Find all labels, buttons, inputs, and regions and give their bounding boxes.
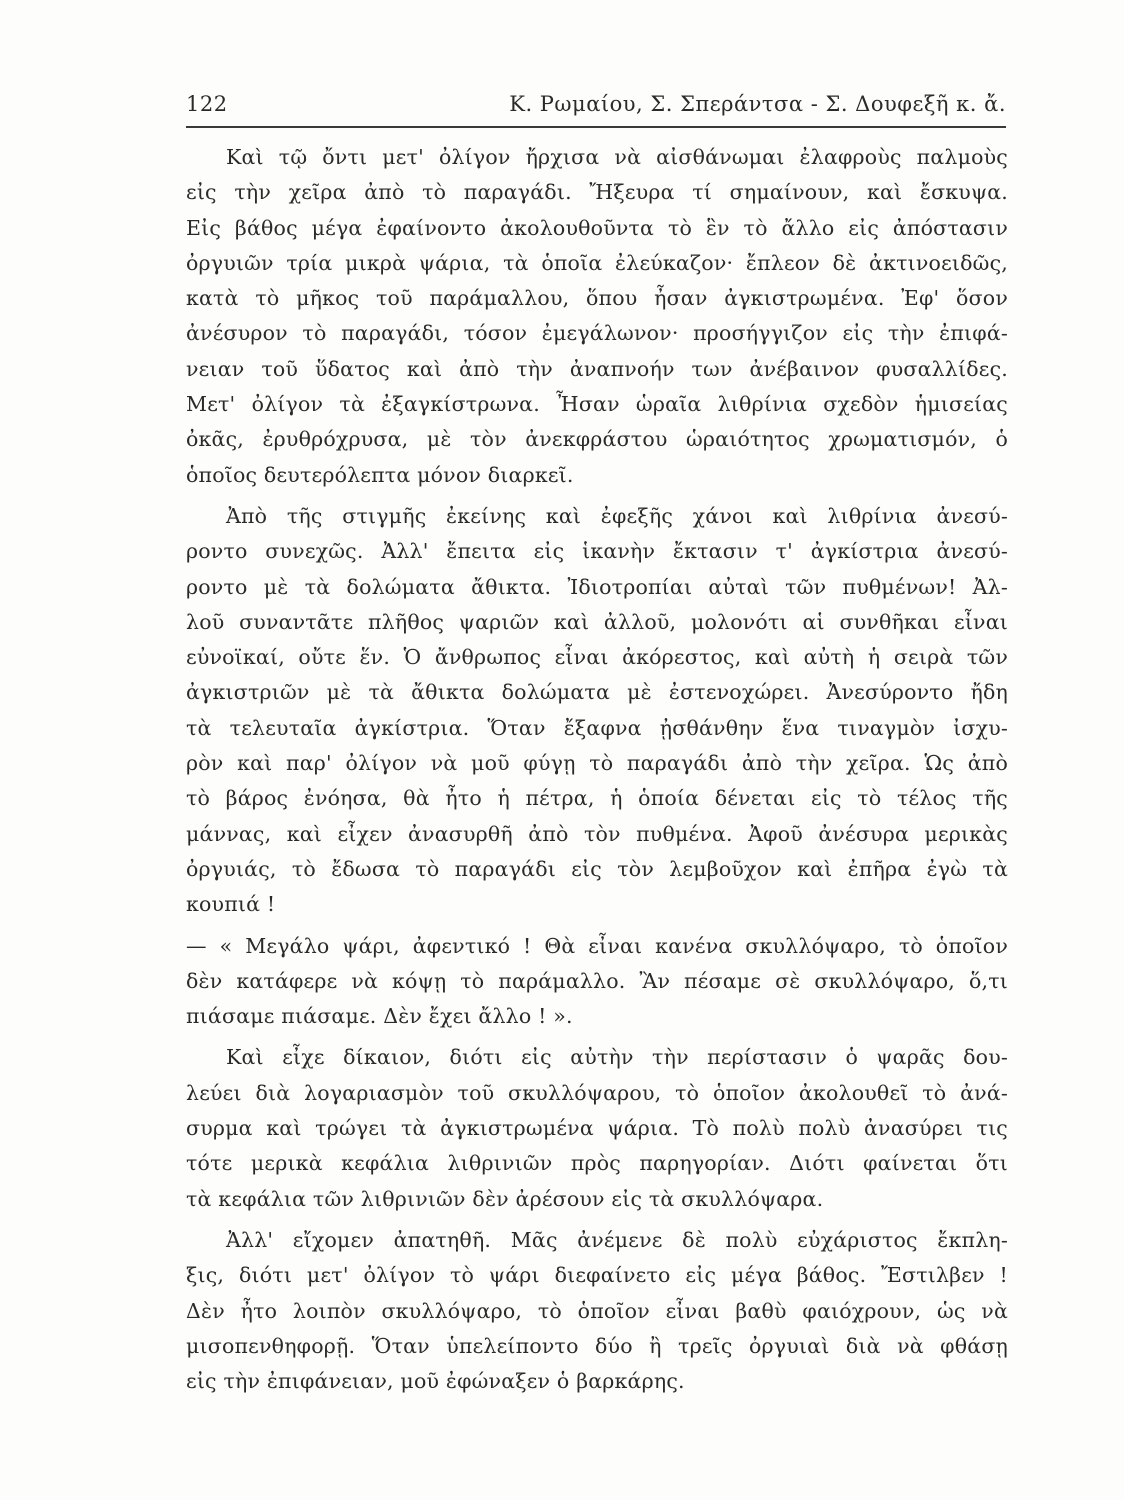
paragraph <box>186 140 1008 493</box>
text-line: Μετ' ὀλίγον τὰ ἐξαγκίστρωνα. Ἦσαν ὡραῖα λιθρίνια σχεδὸν ἡμισείας <box>186 392 1008 417</box>
text-line: τὰ τελευταῖα ἀγκίστρια. Ὅταν ἔξαφνα ᾐσθάνθην ἕνα τιναγμὸν ἰσχυ- <box>186 715 1008 740</box>
text-line: πιάσαμε πιάσαμε. Δὲν ἔχει ἄλλο ! ». <box>186 1004 573 1029</box>
text-line: κουπιά ! <box>186 892 276 917</box>
text-line: Καὶ εἶχε δίκαιον, διότι εἰς αὐτὴν τὴν περίστασιν ὁ ψαρᾶς δου- <box>226 1045 1008 1070</box>
text-line: Ἀπὸ τῆς στιγμῆς ἐκείνης καὶ ἐφεξῆς χάνοι καὶ λιθρίνια ἀνεσύ- <box>226 503 1008 528</box>
text-line: λοῦ συναντᾶτε πλῆθος ψαριῶν καὶ ἀλλοῦ, μολονότι αἱ συνθῆκαι εἶναι <box>186 609 1008 634</box>
paragraph <box>186 1223 1008 1399</box>
text-line: Εἰς βάθος μέγα ἐφαίνοντο ἀκολουθοῦντα τὸ ἓν τὸ ἄλλο εἰς ἀπόστασιν <box>186 215 1008 240</box>
text-line: — « Μεγάλο ψάρι, ἀφεντικό ! Θὰ εἶναι κανένα σκυλλόψαρο, τὸ ὁποῖον <box>186 933 1008 958</box>
text-line: ρὸν καὶ παρ' ὀλίγον νὰ μοῦ φύγῃ τὸ παραγάδι ἀπὸ τὴν χεῖρα. Ὡς ἀπὸ <box>186 751 1008 776</box>
text-line: Ἀλλ' εἴχομεν ἀπατηθῆ. Μᾶς ἀνέμενε δὲ πολὺ εὐχάριστος ἔκπλη- <box>226 1227 1008 1252</box>
text-line: ὁποῖος δευτερόλεπτα μόνον διαρκεῖ. <box>186 462 574 487</box>
text-line: εἰς τὴν χεῖρα ἀπὸ τὸ παραγάδι. Ἤξευρα τί σημαίνουν, καὶ ἔσκυψα. <box>186 180 1008 205</box>
text-line: δὲν κατάφερε νὰ κόψῃ τὸ παράμαλλο. Ἂν πέσαμε σὲ σκυλλόψαρο, ὅ,τι <box>186 968 1008 993</box>
text-line: Δὲν ἦτο λοιπὸν σκυλλόψαρο, τὸ ὁποῖον εἶναι βαθὺ φαιόχρουν, ὡς νὰ <box>186 1298 1008 1323</box>
paragraph <box>186 1040 1008 1216</box>
text-line: ὀργυιῶν τρία μικρὰ ψάρια, τὰ ὁποῖα ἐλεύκαζον· ἔπλεον δὲ ἀκτινοειδῶς, <box>186 250 1008 275</box>
text-line: ροντο μὲ τὰ δολώματα ἄθικτα. Ἰδιοτροπίαι αὐταὶ τῶν πυθμένων! Ἀλ- <box>186 574 1008 599</box>
text-line: μισοπενθηφορῇ. Ὅταν ὑπελείποντο δύο ἢ τρεῖς ὀργυιαὶ διὰ νὰ φθάσῃ <box>186 1333 1008 1358</box>
text-line: συρμα καὶ τρώγει τὰ ἀγκιστρωμένα ψάρια. Τὸ πολὺ πολὺ ἀνασύρει τις <box>186 1116 1008 1141</box>
text-line: τὸ βάρος ἐνόησα, θὰ ἦτο ἡ πέτρα, ἡ ὁποία δένεται εἰς τὸ τέλος τῆς <box>186 786 1008 811</box>
text-line: εἰς τὴν ἐπιφάνειαν, μοῦ ἐφώναξεν ὁ βαρκάρης. <box>186 1369 685 1394</box>
text-line: κατὰ τὸ μῆκος τοῦ παράμαλλου, ὅπου ἦσαν ἀγκιστρωμένα. Ἐφ' ὅσον <box>186 286 1008 311</box>
text-line: μάννας, καὶ εἶχεν ἀνασυρθῆ ἀπὸ τὸν πυθμένα. Ἀφοῦ ἀνέσυρα μερικὰς <box>186 821 1008 846</box>
text-line: νειαν τοῦ ὕδατος καὶ ἀπὸ τὴν ἀναπνοήν των ἀνέβαινον φυσαλλίδες. <box>186 356 1008 381</box>
text-line: ἀνέσυρον τὸ παραγάδι, τόσον ἐμεγάλωνον· προσήγγιζον εἰς τὴν ἐπιφά- <box>186 321 1008 346</box>
text-line: ἀγκιστριῶν μὲ τὰ ἄθικτα δολώματα μὲ ἐστενοχώρει. Ἀνεσύροντο ἤδη <box>186 680 1008 705</box>
text-line: Καὶ τῷ ὄντι μετ' ὀλίγον ἤρχισα νὰ αἰσθάνωμαι ἐλαφροὺς παλμοὺς <box>226 145 1008 169</box>
paragraph <box>186 499 1008 923</box>
text-line: ξις, διότι μετ' ὀλίγον τὸ ψάρι διεφαίνετο εἰς μέγα βάθος. Ἔστιλβεν ! <box>186 1263 1008 1288</box>
text-line: εὐνοϊκαί, οὔτε ἕν. Ὁ ἄνθρωπος εἶναι ἀκόρεστος, καὶ αὐτὴ ἡ σειρὰ τῶν <box>186 645 1008 670</box>
text-line: τὰ κεφάλια τῶν λιθρινιῶν δὲν ἀρέσουν εἰς τὰ σκυλλόψαρα. <box>186 1186 824 1211</box>
text-line: ὀκᾶς, ἐρυθρόχρυσα, μὲ τὸν ἀνεκφράστου ὡραιότητος χρωματισμόν, ὁ <box>186 427 1008 452</box>
body-text <box>186 140 1008 1399</box>
text-line: τότε μερικὰ κεφάλια λιθρινιῶν πρὸς παρηγορίαν. Διότι φαίνεται ὅτι <box>186 1151 1008 1176</box>
text-line: ὀργυιάς, τὸ ἔδωσα τὸ παραγάδι εἰς τὸν λεμβοῦχον καὶ ἐπῆρα ἐγὼ τὰ <box>186 856 1008 881</box>
text-line: λεύει διὰ λογαριασμὸν τοῦ σκυλλόψαρου, τὸ ὁποῖον ἀκολουθεῖ τὸ ἀνά- <box>186 1080 1008 1105</box>
page-number: 122 <box>186 92 228 116</box>
text-line: ροντο συνεχῶς. Ἀλλ' ἔπειτα εἰς ἱκανὴν ἔκτασιν τ' ἀγκίστρια ἀνεσύ- <box>186 539 1008 564</box>
running-title: Κ. Ρωμαίου, Σ. Σπεράντσα - Σ. Δουφεξῆ κ. ἄ. <box>509 92 1006 116</box>
running-header <box>186 92 1006 128</box>
paragraph-dialogue <box>186 929 1008 1035</box>
